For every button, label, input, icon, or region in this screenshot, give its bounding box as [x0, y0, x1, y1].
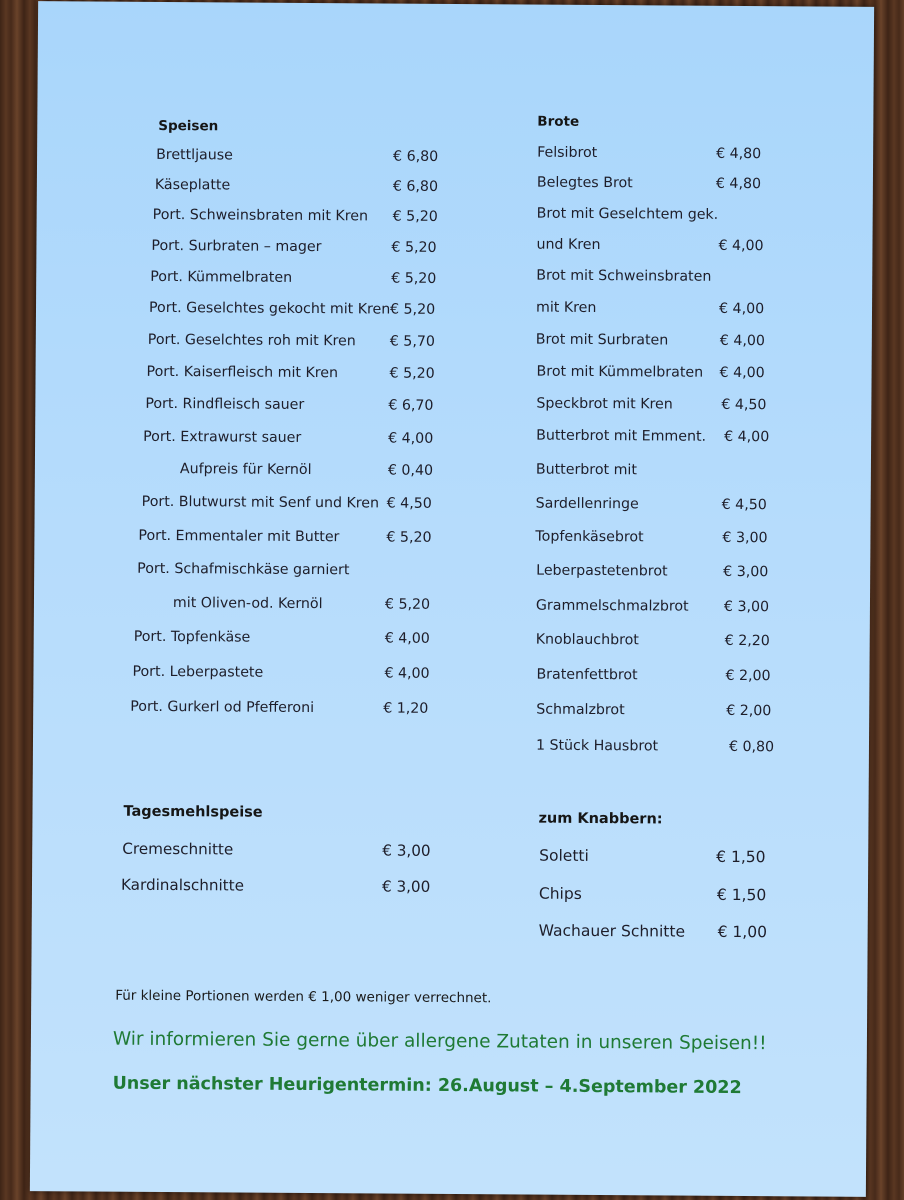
menu-item-name: Sardellenringe — [535, 495, 639, 513]
menu-item-price: € 4,50 — [386, 495, 432, 512]
menu-item-price: € 2,20 — [724, 632, 770, 650]
menu-item-price: € 5,20 — [384, 596, 431, 613]
menu-item-name: mit Oliven-od. Kernöl — [172, 595, 323, 613]
menu-item-name: Port. Kümmelbraten — [150, 268, 293, 286]
menu-item-price: € 1,50 — [716, 885, 767, 905]
menu-item-name: Grammelschmalzbrot — [535, 597, 689, 615]
menu-item-price: € 5,20 — [391, 270, 437, 287]
menu-item-price: € 4,50 — [721, 396, 767, 414]
menu-item-price: € 2,00 — [726, 702, 772, 720]
next-heurigen-date: Unser nächster Heurigentermin: 26.August – 4.September 2022 — [112, 1073, 742, 1099]
menu-item-price: € 4,00 — [388, 430, 434, 447]
menu-item-name: Port. Emmentaler mit Butter — [138, 527, 340, 546]
menu-item-name: Port. Kaiserfleisch mit Kren — [146, 363, 339, 382]
menu-item-name: Port. Rindfleisch sauer — [145, 395, 305, 413]
menu-item-name: Brettljause — [156, 146, 233, 164]
menu-item-price: € 4,00 — [719, 332, 766, 350]
menu-item-price: € 4,00 — [384, 630, 430, 647]
brote-heading: Brote — [537, 113, 580, 130]
menu-item-name: Port. Leberpastete — [132, 663, 264, 681]
menu-item-price: € 1,00 — [717, 922, 768, 942]
menu-item-name: Cremeschnitte — [122, 839, 234, 859]
menu-item-price: € 3,00 — [382, 841, 431, 860]
menu-item-name: Butterbrot mit Emment. — [536, 427, 707, 445]
menu-item-name: Brot mit Kümmelbraten — [536, 363, 704, 381]
menu-item-name: Topfenkäsebrot — [535, 528, 644, 546]
menu-item-name: Leberpastetenbrot — [536, 562, 668, 580]
menu-item-price: € 5,70 — [389, 333, 435, 350]
menu-item-name: Speckbrot mit Kren — [536, 395, 673, 413]
menu-item-price: € 4,50 — [721, 496, 767, 514]
menu-item-price: € 3,00 — [723, 598, 770, 616]
menu-item-name: Käseplatte — [154, 176, 231, 194]
menu-item-name: 1 Stück Hausbrot — [535, 737, 659, 755]
menu-item-price: € 4,00 — [718, 300, 765, 318]
menu-item-name: Brot mit Geselchtem gek. — [536, 205, 719, 223]
menu-item-price: € 3,00 — [723, 563, 769, 581]
menu-item-price: € 5,20 — [389, 365, 435, 382]
menu-item-name: Port. Gurkerl od Pfefferoni — [130, 698, 315, 717]
menu-item-name: Belegtes Brot — [536, 174, 633, 192]
menu-item-price: € 4,80 — [716, 145, 762, 163]
menu-item-name: Port. Extrawurst sauer — [143, 428, 302, 446]
menu-item-price: € 5,20 — [386, 529, 432, 546]
menu-item-name: Port. Schafmischkäse garniert — [137, 560, 350, 579]
menu-item-price: € 0,40 — [387, 462, 434, 479]
menu-item-price: € 3,00 — [722, 529, 768, 547]
menu-item-name: Soletti — [539, 846, 589, 865]
menu-item-name: Port. Geselchtes gekocht mit Kren — [148, 299, 391, 318]
knabbern-heading: zum Knabbern: — [538, 810, 663, 828]
menu-item-name: Kardinalschnitte — [120, 875, 245, 895]
menu-item-price: € 1,50 — [716, 847, 766, 867]
menu-item-price: € 1,20 — [383, 700, 429, 717]
menu-item-price: € 6,80 — [392, 178, 439, 195]
speisen-heading: Speisen — [158, 117, 219, 135]
menu-item-name: Port. Topfenkäse — [133, 628, 251, 646]
menu-item-name: Bratenfettbrot — [536, 666, 638, 684]
menu-item-price: € 5,20 — [392, 208, 438, 225]
menu-item-name: Schmalzbrot — [536, 701, 625, 719]
menu-item-name: Port. Surbraten – mager — [151, 237, 322, 256]
menu-item-price: € 4,80 — [715, 175, 762, 193]
menu-item-price: € 5,20 — [389, 301, 436, 318]
menu-item-name: Butterbrot mit — [535, 461, 637, 479]
menu-item-name: mit Kren — [535, 299, 597, 317]
menu-item-name: Aufpreis für Kernöl — [179, 461, 312, 479]
menu-sheet — [30, 1, 874, 1197]
menu-item-name: Wachauer Schnitte — [538, 921, 686, 941]
menu-item-price: € 2,00 — [725, 667, 771, 685]
menu-item-price: € 6,80 — [393, 148, 439, 165]
menu-item-name: Chips — [538, 884, 582, 903]
small-portions-note: Für kleine Portionen werden € 1,00 weniger verrechnet. — [115, 987, 492, 1007]
menu-item-name: Knoblauchbrot — [535, 631, 639, 649]
menu-item-name: Port. Blutwurst mit Senf und Kren — [141, 493, 380, 512]
menu-item-price: € 4,00 — [384, 665, 430, 682]
menu-item-name: und Kren — [536, 236, 601, 254]
menu-item-price: € 3,00 — [381, 877, 431, 896]
menu-item-price: € 4,00 — [724, 428, 770, 446]
menu-item-price: € 4,00 — [718, 237, 764, 255]
menu-item-name: Brot mit Schweinsbraten — [536, 267, 712, 285]
menu-item-name: Felsibrot — [537, 144, 598, 162]
menu-item-price: € 5,20 — [391, 239, 437, 256]
allergen-notice: Wir informieren Sie gerne über allergene Zutaten in unseren Speisen!! — [112, 1028, 767, 1055]
menu-item-price: € 6,70 — [388, 397, 434, 414]
menu-item-price: € 4,00 — [719, 364, 765, 382]
tagesmehlspeise-heading: Tagesmehlspeise — [123, 803, 263, 821]
menu-item-name: Brot mit Surbraten — [535, 331, 669, 349]
menu-item-price: € 0,80 — [728, 738, 775, 756]
menu-item-name: Port. Schweinsbraten mit Kren — [152, 206, 369, 225]
menu-item-name: Port. Geselchtes roh mit Kren — [147, 331, 356, 350]
